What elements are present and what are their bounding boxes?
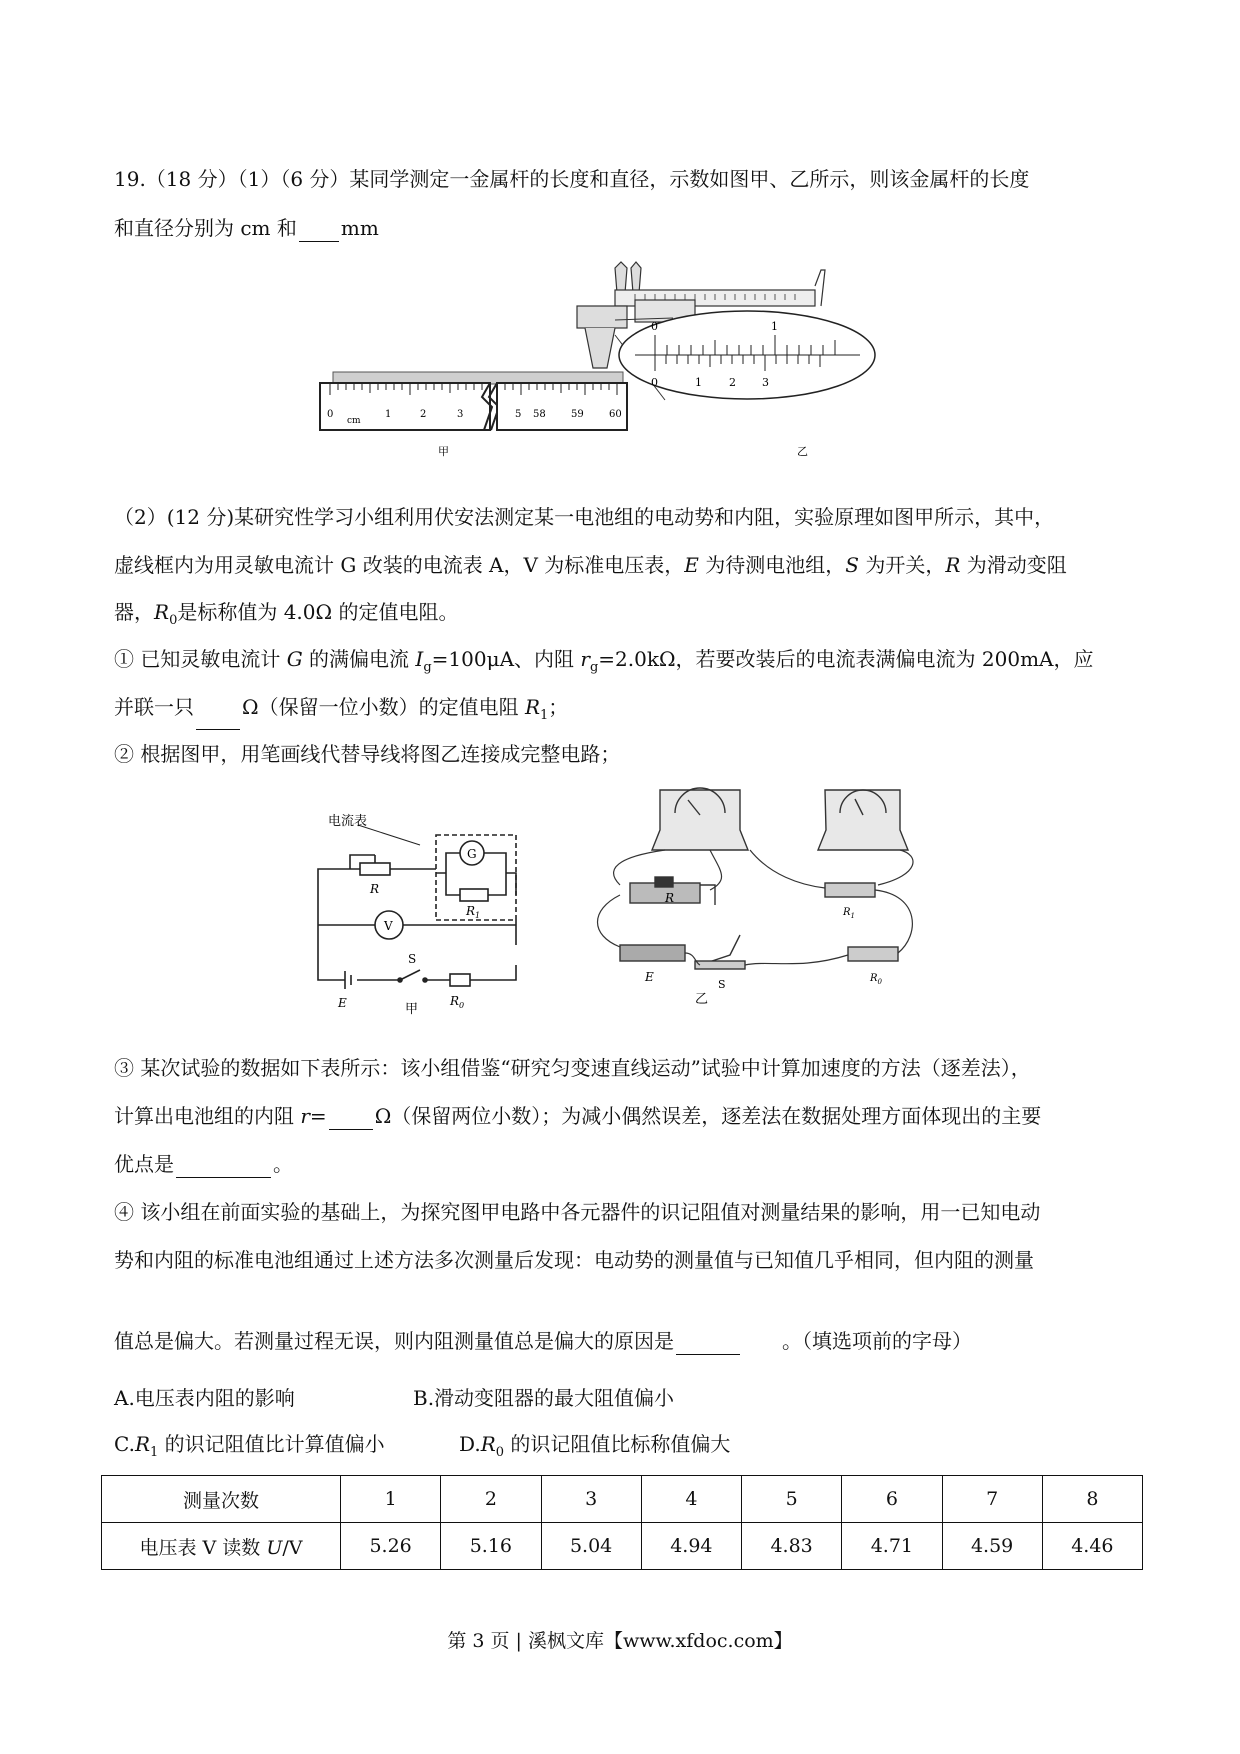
subscript: g bbox=[423, 660, 432, 675]
item1-line2 bbox=[114, 693, 568, 730]
part2-text: 器， bbox=[114, 600, 154, 624]
symbol-R: R bbox=[945, 553, 961, 577]
table-cell: 8 bbox=[1042, 1476, 1142, 1523]
ruler-tick-label: 60 bbox=[609, 409, 622, 420]
part2-text: 虚线框内为用灵敏电流计 G 改装的电流表 A，V 为标准电压表， bbox=[114, 553, 685, 577]
symbol-U: U bbox=[266, 1536, 283, 1559]
symbol-R1: R bbox=[524, 695, 541, 719]
table-header-cell: 测量次数 bbox=[102, 1476, 341, 1523]
label-R-physical: R bbox=[665, 891, 675, 905]
symbol-E: E bbox=[684, 553, 699, 577]
symbol-R0: R bbox=[154, 600, 170, 624]
option-d-text: 的识记阻值比标称值偏大 bbox=[504, 1432, 731, 1456]
part2-text: （2）(12 分)某研究性学习小组利用伏安法测定某一电池组的电动势和内阻，实验原理如图甲所示，其中， bbox=[114, 505, 1055, 529]
ruler-tick-label: 59 bbox=[571, 409, 584, 420]
symbol-I: I bbox=[415, 647, 424, 671]
item1-text: 并联一只 bbox=[114, 695, 194, 719]
item1-text: ① 已知灵敏电流计 bbox=[114, 647, 287, 671]
option-c-text: C. bbox=[114, 1432, 135, 1456]
header-text: /V bbox=[282, 1536, 303, 1559]
symbol-R1: R bbox=[134, 1432, 151, 1456]
subscript: 1 bbox=[150, 1445, 159, 1460]
item2-line bbox=[114, 740, 620, 768]
item3-text: 。 bbox=[273, 1152, 293, 1176]
option-b bbox=[413, 1384, 674, 1412]
item3-line3 bbox=[114, 1150, 293, 1178]
figure-caption-jia-2: 甲 bbox=[405, 1002, 419, 1017]
item1-text: Ω（保留一位小数）的定值电阻 bbox=[242, 695, 525, 719]
caliper-main-label: 1 bbox=[771, 320, 778, 333]
table-header-cell bbox=[102, 1523, 341, 1570]
table-cell: 7 bbox=[942, 1476, 1042, 1523]
item3-text: 计算出电池组的内阻 bbox=[114, 1104, 301, 1128]
q19-unit-mm: mm bbox=[340, 216, 379, 240]
caliper-vernier-label: 2 bbox=[729, 376, 736, 389]
caliper-main-label: 0 bbox=[651, 320, 658, 333]
symbol-R0: R bbox=[480, 1432, 496, 1456]
ruler-tick-label: 2 bbox=[420, 409, 427, 420]
part2-line1 bbox=[114, 503, 1054, 531]
ruler-unit-label: cm bbox=[347, 416, 361, 426]
figure-caption-jia: 甲 bbox=[438, 445, 449, 458]
table-cell: 5 bbox=[742, 1476, 842, 1523]
part2-text: 为开关， bbox=[858, 553, 946, 577]
caliper-zoom-view bbox=[615, 311, 875, 400]
part2-text: 是标称值为 4.0Ω 的定值电阻。 bbox=[177, 600, 459, 624]
part2-line2 bbox=[114, 551, 1067, 579]
answer-blank-resistance[interactable] bbox=[196, 709, 240, 730]
item1-line1 bbox=[114, 645, 1094, 682]
table-cell: 4.59 bbox=[942, 1523, 1042, 1570]
symbol-r: r bbox=[300, 1104, 310, 1128]
part2-text: 为待测电池组， bbox=[698, 553, 846, 577]
item1-text: =100μA、内阻 bbox=[431, 647, 581, 671]
subscript: 1 bbox=[540, 708, 549, 723]
table-cell: 5.16 bbox=[441, 1523, 541, 1570]
option-a bbox=[114, 1384, 295, 1412]
table-row-voltage bbox=[102, 1523, 1143, 1570]
part2-text: 为滑动变阻 bbox=[960, 553, 1067, 577]
header-text: 电压表 V 读数 bbox=[139, 1536, 267, 1559]
option-c bbox=[114, 1430, 385, 1467]
option-c-text: 的识记阻值比计算值偏小 bbox=[158, 1432, 385, 1456]
option-a-text: A.电压表内阻的影响 bbox=[114, 1386, 295, 1410]
label-E-physical: E bbox=[645, 970, 654, 984]
ruler-tick-label: 1 bbox=[385, 409, 392, 420]
item4-text: ④ 该小组在前面实验的基础上，为探究图甲电路中各元器件的识记阻值对测量结果的影响，用一已知电动 bbox=[114, 1200, 1041, 1224]
item4-line2 bbox=[114, 1246, 1034, 1274]
question-19-line2 bbox=[114, 214, 379, 242]
item4-text: 值总是偏大。若测量过程无误，则内阻测量值总是偏大的原因是 bbox=[114, 1329, 674, 1353]
label-R1: $R_1$ bbox=[466, 904, 481, 920]
item4-line3 bbox=[114, 1327, 972, 1355]
label-R: R bbox=[370, 882, 380, 896]
part2-line3 bbox=[114, 598, 458, 635]
figure-caption-yi: 乙 bbox=[797, 445, 808, 458]
ruler-tick-label: 0 bbox=[327, 409, 334, 420]
label-V: V bbox=[384, 919, 393, 933]
symbol-r: r bbox=[580, 647, 590, 671]
figure-circuit bbox=[300, 785, 1020, 1020]
item1-text: ； bbox=[548, 695, 569, 719]
caliper-vernier-label: 0 bbox=[651, 376, 658, 389]
item2-text: ② 根据图甲，用笔画线代替导线将图乙连接成完整电路； bbox=[114, 742, 621, 766]
option-d bbox=[459, 1430, 730, 1467]
item1-text: =2.0kΩ，若要改装后的电流表满偏电流为 200mA，应 bbox=[598, 647, 1094, 671]
ruler-tick-label: 3 bbox=[457, 409, 464, 420]
item4-text: 。（填选项前的字母） bbox=[782, 1329, 972, 1353]
caliper-vernier-label: 3 bbox=[762, 376, 769, 389]
question-19-line1 bbox=[114, 165, 1029, 193]
ruler-right bbox=[497, 383, 627, 430]
table-cell: 5.26 bbox=[341, 1523, 441, 1570]
symbol-G: G bbox=[286, 647, 303, 671]
figure-ruler-caliper bbox=[315, 260, 955, 460]
label-R0: $R_0$ bbox=[450, 994, 465, 1010]
item4-text: 势和内阻的标准电池组通过上述方法多次测量后发现：电动势的测量值与已知值几乎相同，但内阻的测量 bbox=[114, 1248, 1034, 1272]
item3-line1 bbox=[114, 1054, 1031, 1082]
option-b-text: B.滑动变阻器的最大阻值偏小 bbox=[413, 1386, 675, 1410]
answer-blank-internal-resistance[interactable] bbox=[329, 1109, 373, 1130]
item3-text: 优点是 bbox=[114, 1152, 174, 1176]
label-R0-physical: $R_0$ bbox=[870, 973, 882, 986]
table-cell: 4.83 bbox=[742, 1523, 842, 1570]
answer-blank-reason[interactable] bbox=[676, 1334, 740, 1355]
subscript: 0 bbox=[169, 613, 178, 628]
subscript: 0 bbox=[495, 1445, 505, 1460]
item3-text: Ω（保留两位小数）；为减小偶然误差，逐差法在数据处理方面体现出的主要 bbox=[374, 1104, 1042, 1128]
answer-blank-advantage[interactable] bbox=[176, 1157, 271, 1178]
table-cell: 4 bbox=[641, 1476, 741, 1523]
item4-line1 bbox=[114, 1198, 1040, 1226]
table-cell: 1 bbox=[341, 1476, 441, 1523]
table-row-measurement-number bbox=[102, 1476, 1143, 1523]
table-cell: 4.94 bbox=[641, 1523, 741, 1570]
circuit-schematic bbox=[318, 825, 516, 989]
table-cell: 2 bbox=[441, 1476, 541, 1523]
label-ammeter: 电流表 bbox=[328, 814, 368, 829]
caliper-vernier-label: 1 bbox=[695, 376, 702, 389]
ruler-left bbox=[320, 383, 490, 430]
measurement-table bbox=[101, 1475, 1143, 1570]
symbol-S: S bbox=[845, 553, 859, 577]
subscript: g bbox=[589, 660, 599, 675]
table-cell: 3 bbox=[541, 1476, 641, 1523]
table-cell: 4.71 bbox=[842, 1523, 942, 1570]
item3-text: ③ 某次试验的数据如下表所示：该小组借鉴“研究匀变速直线运动”试验中计算加速度的方法（逐差法）， bbox=[114, 1056, 1031, 1080]
figure-caption-yi-2: 乙 bbox=[695, 992, 709, 1007]
ruler-tick-label: 5 bbox=[515, 409, 522, 420]
label-S: S bbox=[408, 952, 417, 966]
label-G: G bbox=[467, 847, 477, 861]
answer-blank-diameter[interactable] bbox=[299, 221, 339, 242]
item3-line2 bbox=[114, 1102, 1041, 1130]
option-d-text: D. bbox=[459, 1432, 481, 1456]
table-cell: 5.04 bbox=[541, 1523, 641, 1570]
item3-text: = bbox=[309, 1104, 327, 1128]
ruler-tick-label: 58 bbox=[533, 409, 546, 420]
label-E: E bbox=[338, 996, 347, 1010]
page-footer: 第 3 页 | 溪枫文库【www.xfdoc.com】 bbox=[447, 1630, 793, 1652]
label-S-physical: S bbox=[718, 978, 726, 991]
q19-text-a: 和直径分别为 cm 和 bbox=[114, 216, 297, 240]
circuit-physical bbox=[598, 788, 913, 969]
table-cell: 6 bbox=[842, 1476, 942, 1523]
question-19-text: 19.（18 分）（1）（6 分）某同学测定一金属杆的长度和直径，示数如图甲、乙所示，则该金属杆的长度 bbox=[114, 167, 1030, 191]
item1-text: 的满偏电流 bbox=[302, 647, 416, 671]
table-cell: 4.46 bbox=[1042, 1523, 1142, 1570]
label-R1-physical: $R_1$ bbox=[843, 907, 855, 920]
